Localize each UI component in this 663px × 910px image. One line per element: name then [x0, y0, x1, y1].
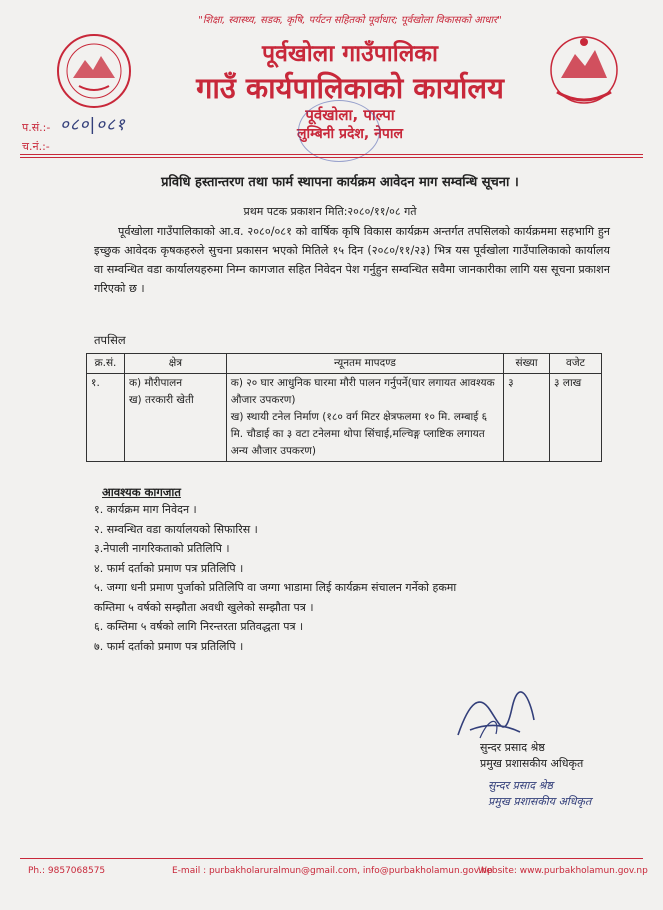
col-header-count: संख्या	[504, 354, 550, 374]
handwritten-signature	[450, 690, 540, 745]
office-name: गाउँ कार्यपालिकाको कार्यालय	[196, 71, 504, 105]
cell-sector	[124, 374, 226, 462]
tapasil-label: तपसिल	[94, 333, 126, 347]
motto: "शिक्षा, स्वास्थ्य, सडक, कृषि, पर्यटन सहितको पूर्वाधार; पूर्वखोला विकासको आधार"	[198, 15, 502, 26]
cell-criteria	[226, 374, 503, 462]
cell-sn: १.	[87, 374, 125, 462]
header-divider-2	[20, 157, 643, 158]
col-header-sector: क्षेत्र	[124, 354, 226, 374]
sector-b: ख) तरकारी खेती	[128, 394, 194, 406]
col-header-criteria: न्यूनतम मापदण्ड	[226, 354, 503, 374]
publication-date: प्रथम पटक प्रकाशन मिति:२०८०/११/०८ गते	[243, 205, 417, 218]
list-item: कम्तिमा ५ वर्षको सम्झौता अवधी खुलेको सम्झौता पत्र ।	[94, 600, 314, 614]
criteria-a: क) २० घार आधुनिक घारमा मौरी पालन गर्नुपर्ने(घार लगायत आवश्यक औजार उपकरण)	[230, 377, 495, 406]
table-row	[87, 374, 602, 462]
stamp-designation: प्रमुख प्रशासकीय अधिकृत	[488, 795, 592, 808]
header-divider-1	[20, 154, 643, 155]
requirements-list	[94, 500, 614, 656]
office-stamp	[298, 100, 380, 162]
footer-website: Website: www.purbakholamun.gov.np	[478, 866, 648, 876]
list-item: ३.नेपाली नागरिकताको प्रतिलिपि ।	[94, 542, 230, 555]
signatory-designation: प्रमुख प्रशासकीय अधिकृत	[480, 757, 584, 770]
list-item: १. कार्यक्रम माग निवेदन ।	[94, 503, 197, 516]
footer-divider	[20, 858, 643, 859]
notice-body: पूर्वखोला गाउँपालिकाको आ.व. २०८०/०८१ को वार्षिक कृषि विकास कार्यक्रम अन्तर्गत तपसिलको कार्यक्रममा सहभागि हुन इच्छुक आवेदक कृषकहरुले सुचना प्रकासन भएको मितिले १५ दिन (२०८०/११/२३) भित्र यस पूर्वखोला गाउँपालिकाको कार्यालय वा सम्वन्धित वडा कार्यालयहरुमा निम्न कागजात सहित निवेदन पेश गर्नुहुन सम्वन्धित सवैमा जानकारीका लागि यस सूचना प्रकाशन गरिएको छ ।	[94, 225, 610, 295]
col-header-sn: क्र.सं.	[87, 354, 125, 374]
cell-count: ३	[504, 374, 550, 462]
criteria-b: ख) स्थायी टनेल निर्माण (१८० वर्ग मिटर क्षेत्रफलमा १० मि. लम्बाई ६ मि. चौडाई का ३ वटा टनेलमा थोपा सिंचाई,मल्चिङ्ग प्लाष्टिक लगायत अन्य औजार उपकरण)	[230, 411, 488, 457]
footer-email: E-mail : purbakholaruralmun@gmail.com, info@purbakholamun.gov.np	[172, 866, 493, 876]
reg-no-value: ०८०|०८१	[60, 115, 126, 135]
address-line-2: लुम्बिनी प्रदेश, नेपाल	[297, 126, 403, 142]
list-item: ६. कम्तिमा ५ वर्षको लागि निरन्तरता प्रतिवद्धता पत्र ।	[94, 620, 304, 633]
program-table	[86, 353, 602, 462]
cell-budget: ३ लाख	[550, 374, 602, 462]
reg-no-label: प.सं.:-	[22, 121, 51, 134]
footer-phone: Ph.: 9857068575	[28, 866, 106, 876]
sector-a: क) मौरीपालन	[128, 377, 183, 389]
list-item: ४. फार्म दर्ताको प्रमाण पत्र प्रतिलिपि ।	[94, 561, 244, 575]
signatory-block	[480, 740, 583, 772]
notice-title: प्रविधि हस्तान्तरण तथा फार्म स्थापना कार्यक्रम आवेदन माग सम्वन्धि सूचना ।	[161, 175, 519, 190]
list-item: ७. फार्म दर्ताको प्रमाण पत्र प्रतिलिपि ।	[94, 639, 244, 653]
list-item: २. सम्वन्धित वडा कार्यालयको सिफारिस ।	[94, 522, 258, 536]
municipality-name: पूर्वखोला गाउँपालिका	[262, 41, 438, 67]
requirements-heading: आवश्यक कागजात	[102, 485, 181, 499]
signatory-stamp	[488, 778, 591, 810]
stamp-name: सुन्दर प्रसाद श्रेष्ठ	[488, 779, 553, 792]
list-item: ५. जग्गा धनी प्रमाण पुर्जाको प्रतिलिपि वा जग्गा भाडामा लिई कार्यक्रम संचालन गर्नेको हकमा	[94, 581, 457, 594]
col-header-budget: वजेट	[550, 354, 602, 374]
nepal-emblem-logo-left	[55, 32, 133, 110]
signatory-name: सुन्दर प्रसाद श्रेष्ठ	[480, 741, 545, 754]
ref-no-label: च.नं.:-	[22, 140, 50, 153]
address-line-1: पूर्वखोला, पाल्पा	[305, 106, 395, 124]
table-header-row	[87, 354, 602, 374]
